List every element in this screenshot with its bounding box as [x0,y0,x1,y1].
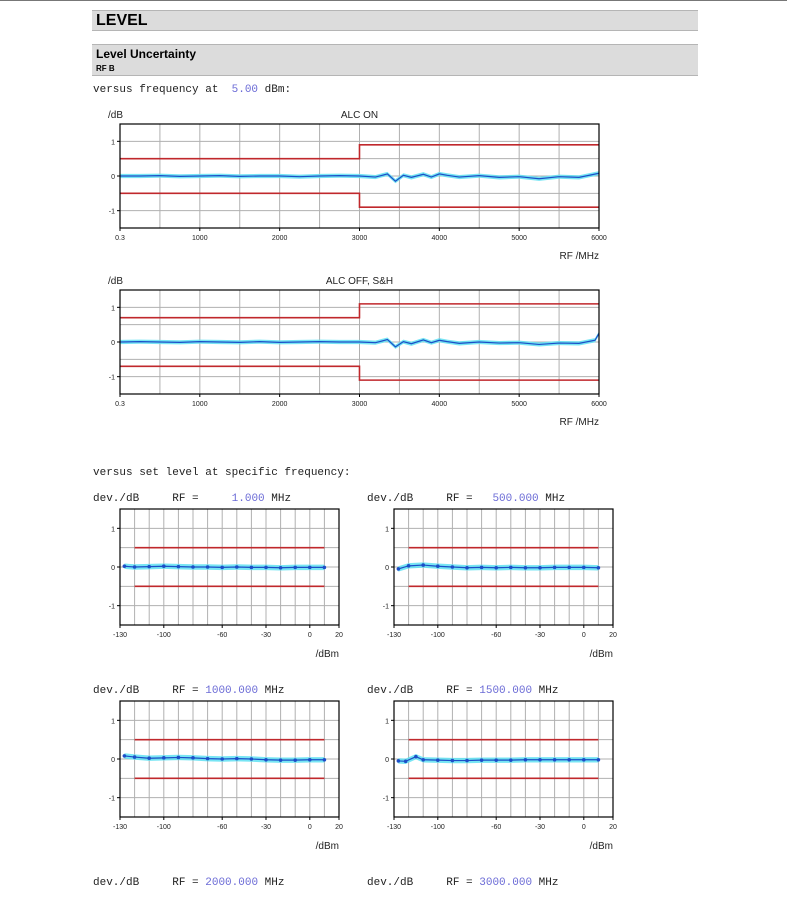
top-rule [0,0,787,1]
data-point [494,758,498,762]
x-tick-label: 20 [335,632,343,639]
x-tick-label: 0 [581,632,586,639]
x-tick-label: 5000 [511,235,527,242]
x-tick-label: 3000 [351,235,368,242]
y-tick-label: -1 [108,374,115,382]
data-point [133,755,137,759]
chart-title: ALC OFF, S&H [325,276,394,287]
x-tick-label: -130 [386,824,402,831]
x-tick-label: -30 [534,632,546,639]
x-tick-label: 5000 [511,401,527,408]
data-point [465,566,469,570]
y-tick-label: 0 [111,340,115,347]
chart2-rf-value: 1.000 [231,493,265,505]
y-tick-label: -1 [108,795,115,803]
x-tick-label: 4000 [431,401,448,408]
data-point [279,566,283,570]
y-tick-label: -1 [108,208,115,216]
data-point [133,565,137,569]
chart5-rf-unit: MHz [538,685,559,697]
x-tick-label: -130 [112,632,128,639]
x-tick-label: -60 [491,824,502,831]
x-tick-label: 6000 [591,235,607,242]
y-tick-label: 0 [111,174,115,181]
chart3-heading [367,493,565,505]
x-tick-label: -30 [260,824,272,831]
chart2-rf-unit: MHz [271,493,292,505]
chart4-rf-value: 1000.000 [205,685,259,697]
subsection-title: Level Uncertainty [96,47,197,61]
data-point [397,567,401,571]
x-tick-label: 0 [307,824,312,831]
chart5-rf-label: RF = [446,685,473,697]
chart5-ylabel: dev./dB [367,685,414,697]
x-tick-label: 0.3 [115,235,125,242]
chart6-rf-unit: MHz [264,877,285,889]
x-tick-label: 4000 [431,235,448,242]
data-point [279,758,283,762]
chart-alc-off-sh [90,270,620,430]
data-point [177,756,181,760]
chart-rf-1000mhz [90,697,360,857]
chart-rf-1500mhz [364,697,634,857]
y-tick-label: 0 [111,757,115,764]
data-point [191,756,195,760]
chart7-heading [367,877,558,889]
data-point [494,566,498,570]
data-point [264,758,268,762]
chart3-rf-value: 500.000 [492,493,539,505]
data-point [250,757,254,761]
x-tick-label: -130 [386,632,402,639]
x-tick-label: 0.3 [115,401,125,408]
x-tick-label: 2000 [271,235,288,242]
chart7-rf-value: 3000.000 [479,877,533,889]
x-tick-label: -60 [491,632,502,639]
data-point [582,758,586,762]
data-point [220,757,224,761]
x-axis-label: /dBm [315,649,339,660]
data-point [465,759,469,763]
x-tick-label: -130 [112,824,128,831]
data-point [407,564,411,568]
x-axis-label: /dBm [589,841,613,852]
x-axis-label: RF /MHz [559,417,599,428]
x-tick-label: -100 [156,632,171,639]
data-point [451,565,455,569]
x-tick-label: -100 [156,824,171,831]
x-axis-label: RF /MHz [559,251,599,262]
level-section-label: versus set level at specific frequency: [93,467,351,479]
data-point [436,564,440,568]
data-point [162,564,166,568]
data-point [567,758,571,762]
freq-level-unit: dBm: [264,84,292,96]
x-tick-label: -60 [217,632,228,639]
x-tick-label: -100 [430,824,445,831]
freq-section-label [93,84,291,96]
data-point [235,757,239,761]
x-tick-label: 20 [609,824,617,831]
data-point [323,566,327,570]
data-point [524,566,528,570]
data-point [264,566,268,570]
chart3-rf-label: RF = [446,493,473,505]
chart7-ylabel: dev./dB [367,877,414,889]
chart4-rf-label: RF = [172,685,199,697]
chart2-ylabel: dev./dB [93,493,140,505]
data-point [451,759,455,763]
y-tick-label: -1 [382,603,389,611]
x-tick-label: 1000 [192,401,208,408]
data-point [206,565,210,569]
data-point [538,566,542,570]
x-tick-label: 0 [307,632,312,639]
data-point [404,760,408,764]
y-tick-label: 0 [385,757,389,764]
chart6-heading [93,877,284,889]
data-point [293,758,297,762]
chart4-rf-unit: MHz [264,685,285,697]
data-point [250,566,254,570]
x-tick-label: -60 [217,824,228,831]
y-tick-label: 1 [385,526,389,534]
data-point [123,564,127,568]
x-tick-label: -30 [534,824,546,831]
data-point [191,565,195,569]
chart-rf-1mhz [90,505,360,665]
data-point [567,566,571,570]
data-point [220,566,224,570]
chart3-rf-unit: MHz [545,493,566,505]
chart6-ylabel: dev./dB [93,877,140,889]
x-tick-label: -100 [430,632,445,639]
y-tick-label: 1 [385,718,389,726]
x-tick-label: 20 [335,824,343,831]
y-tick-label: -1 [382,795,389,803]
section-header [92,10,698,31]
chart5-rf-value: 1500.000 [479,685,533,697]
data-point [308,758,312,762]
data-point [293,566,297,570]
y-tick-label: 0 [111,565,115,572]
section-title: LEVEL [96,12,148,29]
x-tick-label: -30 [260,632,272,639]
data-point [480,566,484,570]
y-tick-label: 1 [111,139,115,147]
y-tick-label: 1 [111,305,115,313]
data-point [597,566,601,570]
data-point [421,758,425,762]
chart4-ylabel: dev./dB [93,685,140,697]
data-point [235,565,239,569]
data-point [509,566,513,570]
x-tick-label: 3000 [351,401,368,408]
y-tick-label: 1 [111,718,115,726]
chart6-rf-value: 2000.000 [205,877,259,889]
data-point [206,757,210,761]
chart-rf-500mhz [364,505,634,665]
x-tick-label: 6000 [591,401,607,408]
freq-prefix: versus frequency at [93,84,219,96]
chart-title: ALC ON [340,110,379,121]
x-tick-label: 2000 [271,401,288,408]
data-point [436,758,440,762]
chart5-heading [367,685,558,697]
data-point [421,563,425,567]
x-axis-label: /dBm [589,649,613,660]
subsection-header [92,44,698,76]
x-tick-label: 1000 [192,235,208,242]
x-tick-label: 0 [581,824,586,831]
chart7-rf-unit: MHz [538,877,559,889]
x-tick-label: 20 [609,632,617,639]
data-point [553,758,557,762]
subsection-subtitle: RF B [96,64,115,73]
chart-alc-on [90,104,620,264]
data-point [323,758,327,762]
data-point [177,565,181,569]
data-point [538,758,542,762]
data-point [147,565,151,569]
x-axis-label: /dBm [315,841,339,852]
chart4-heading [93,685,284,697]
y-axis-label: /dB [108,110,124,121]
data-point [162,756,166,760]
chart3-ylabel: dev./dB [367,493,414,505]
data-point [553,566,557,570]
data-point [414,755,418,759]
chart6-rf-label: RF = [172,877,199,889]
chart2-heading [93,493,291,505]
y-tick-label: 1 [111,526,115,534]
y-tick-label: -1 [108,603,115,611]
y-axis-label: /dB [108,276,124,287]
data-point [397,759,401,763]
data-point [147,756,151,760]
data-point [123,754,127,758]
data-point [480,758,484,762]
data-point [597,758,601,762]
freq-level-value: 5.00 [231,84,259,96]
data-point [509,758,513,762]
data-point [524,758,528,762]
data-point [308,566,312,570]
data-point [582,566,586,570]
chart2-rf-label: RF = [172,493,199,505]
chart7-rf-label: RF = [446,877,473,889]
y-tick-label: 0 [385,565,389,572]
